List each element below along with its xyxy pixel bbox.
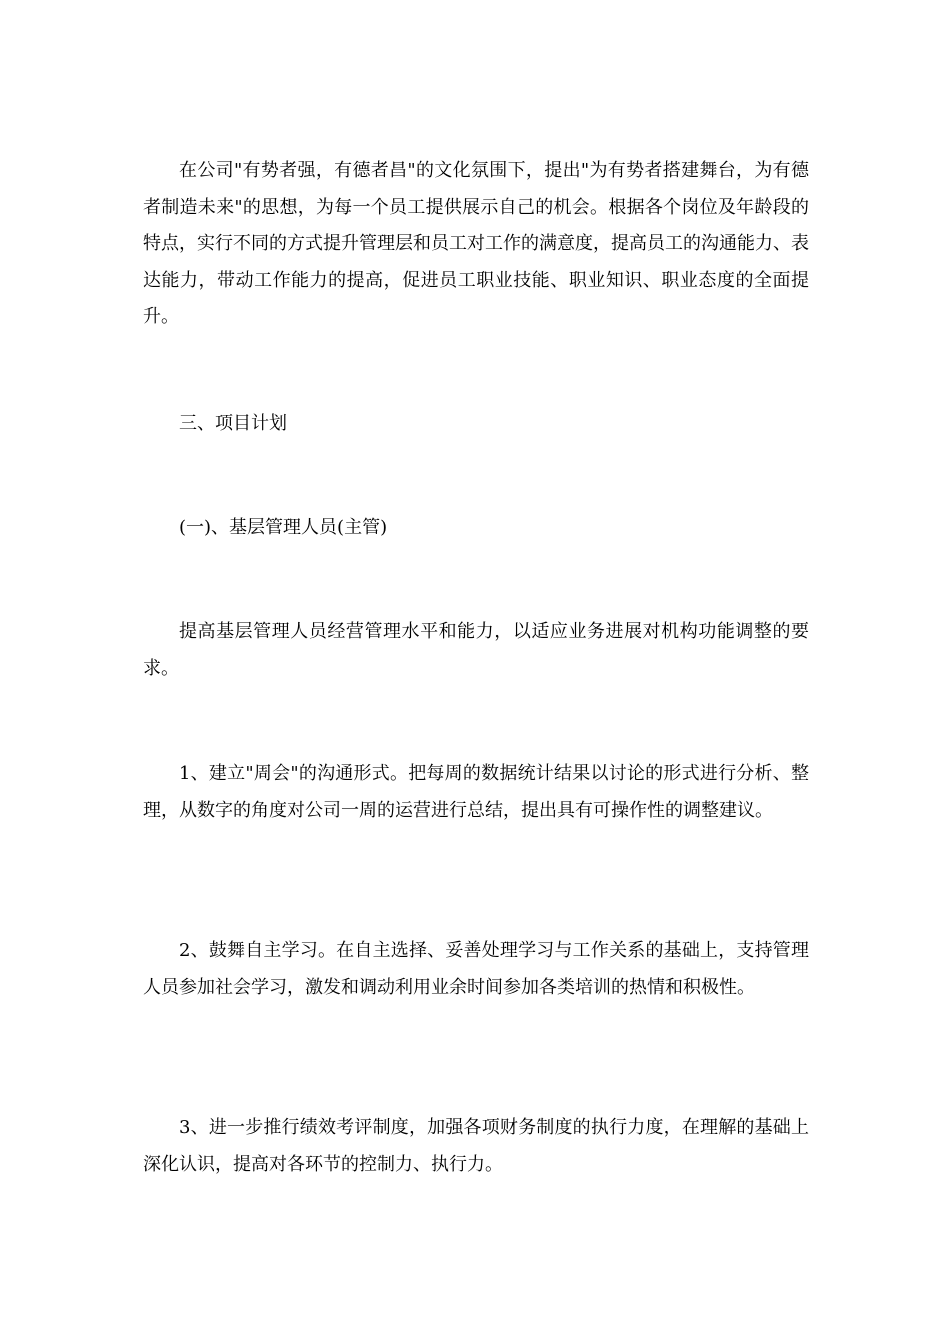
goal-paragraph: 提高基层管理人员经营管理水平和能力，以适应业务进展对机构功能调整的要求。	[143, 621, 809, 679]
subsection-heading-basic-managers: (一)、基层管理人员(主管)	[179, 517, 388, 538]
intro-paragraph: 在公司"有势者强，有德者昌"的文化氛围下，提出"为有势者搭建舞台，为有德者制造未来"的思想，为每一个员工提供展示自己的机会。根据各个岗位及年龄段的特点，实行不同的方式提升管理层和员工对工作的满意度，提高员工的沟通能力、表达能力，带动工作能力的提高，促进员工职业技能、职业知识、职业态度的全面提升。	[143, 160, 809, 327]
item-2-paragraph: 2、鼓舞自主学习。在自主选择、妥善处理学习与工作关系的基础上，支持管理人员参加社会学习，激发和调动利用业余时间参加各类培训的热情和积极性。	[143, 940, 809, 998]
item-3-paragraph: 3、进一步推行绩效考评制度，加强各项财务制度的执行力度，在理解的基础上深化认识，提高对各环节的控制力、执行力。	[143, 1117, 809, 1175]
item-1-paragraph: 1、建立"周会"的沟通形式。把每周的数据统计结果以讨论的形式进行分析、整理，从数字的角度对公司一周的运营进行总结，提出具有可操作性的调整建议。	[143, 763, 809, 821]
section-heading-project-plan: 三、项目计划	[179, 413, 287, 434]
